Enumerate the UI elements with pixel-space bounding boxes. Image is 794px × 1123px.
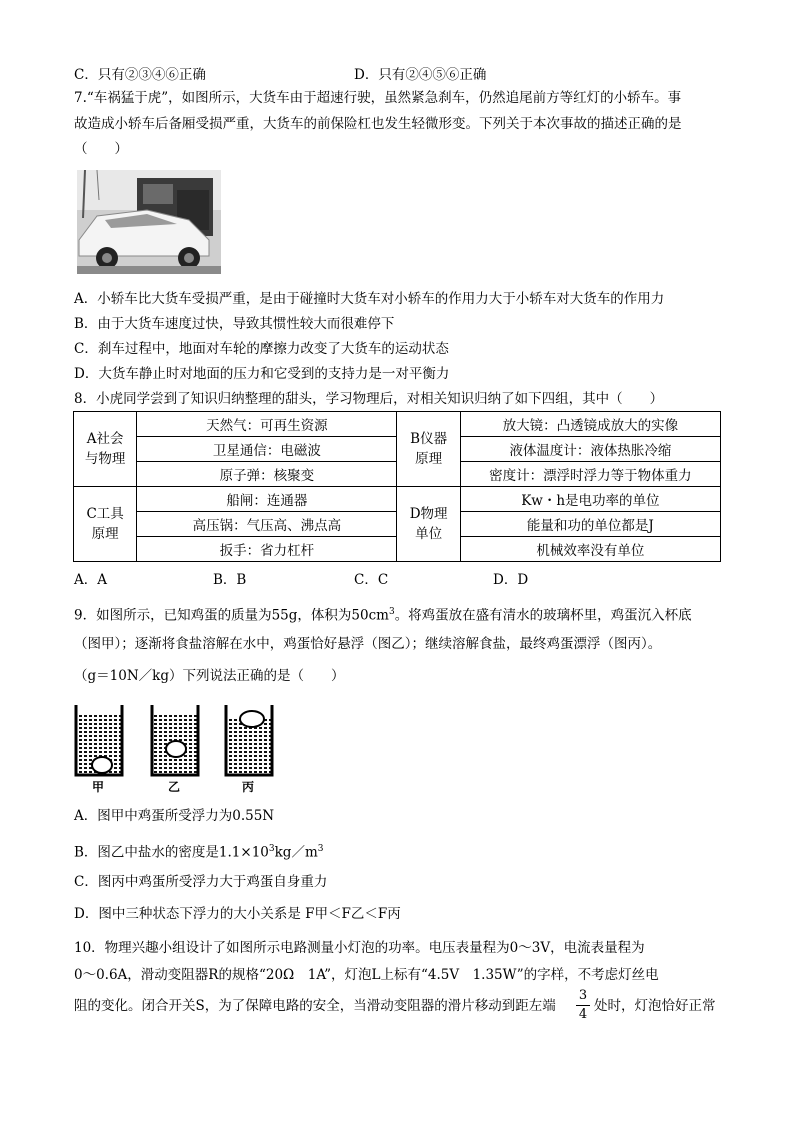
table-cat-a: A社会 与物理 xyxy=(74,412,137,487)
table-cell: 高压锅：气压高、沸点高 xyxy=(137,512,397,537)
table-cell: 扳手：省力杠杆 xyxy=(137,537,397,562)
table-cell: Kw・h是电功率的单位 xyxy=(460,487,720,512)
q7-stem-line2: 故造成小轿车后备厢受损严重，大货车的前保险杠也发生轻微形变。下列关于本次事故的描述正确的是 xyxy=(74,116,682,132)
q10-line3-post: 处时，灯泡恰好正常 xyxy=(594,998,716,1014)
q9-option-b: B．图乙中盐水的密度是$1.1\times 10^3kg/m^3$ xyxy=(74,844,324,861)
q8-option-a: A．A xyxy=(74,572,107,588)
q6-option-c: C．只有②③④⑥正确 xyxy=(74,67,206,83)
q7-stem-line1: 7.“车祸猛于虎”，如图所示，大货车由于超速行驶，虽然紧急刹车，仍然追尾前方等红灯的小轿车。事 xyxy=(74,90,682,106)
q9-option-c: C．图丙中鸡蛋所受浮力大于鸡蛋自身重力 xyxy=(74,874,328,890)
figure-label-yi: 乙 xyxy=(168,780,181,793)
q9-stem-line1: 9．如图所示，已知鸡蛋的质量为55g，体积为$50cm^3$。将鸡蛋放在盛有清水的玻璃杯里，鸡蛋沉入杯底 xyxy=(74,607,692,624)
q10-fraction: 3 4 xyxy=(576,988,590,1023)
q8-stem: 8．小虎同学尝到了知识归纳整理的甜头，学习物理后，对相关知识归纳了如下四组，其中（ ） xyxy=(74,391,664,407)
table-cat-d: D物理 单位 xyxy=(397,487,460,562)
q8-knowledge-table xyxy=(73,411,721,562)
q9-egg-beakers-figure xyxy=(74,703,284,793)
q10-line3-pre: 阻的变化。闭合开关S，为了保障电路的安全，当滑动变阻器的滑片移动到距左端 xyxy=(74,998,556,1014)
q8-option-d: D．D xyxy=(493,572,529,588)
q7-option-d: D．大货车静止时对地面的压力和它受到的支持力是一对平衡力 xyxy=(74,366,450,382)
table-cell: 液体温度计：液体热胀冷缩 xyxy=(460,437,720,462)
q9-stem-line3: （g＝10N／kg）下列说法正确的是（ ） xyxy=(74,668,345,684)
table-cell: 密度计：漂浮时浮力等于物体重力 xyxy=(460,462,720,487)
table-cell: 能量和功的单位都是J xyxy=(460,512,720,537)
q10-line1: 10．物理兴趣小组设计了如图所示电路测量小灯泡的功率。电压表量程为0～3V，电流表量程为 xyxy=(74,940,645,956)
table-cell: 船闸：连通器 xyxy=(137,487,397,512)
figure-label-jia: 甲 xyxy=(92,780,105,793)
q8-option-b: B．B xyxy=(213,572,247,588)
table-cell: 放大镜：凸透镜成放大的实像 xyxy=(460,412,720,437)
q7-option-b: B．由于大货车速度过快，导致其惯性较大而很难停下 xyxy=(74,316,395,332)
table-cat-b: B仪器 原理 xyxy=(397,412,460,487)
q10-line2: 0～0.6A，滑动变阻器R的规格“20Ω 1A”，灯泡L上标有“4.5V 1.35W”的字样，不考虑灯丝电 xyxy=(74,967,659,983)
table-cat-c: C工具 原理 xyxy=(74,487,137,562)
q9-option-d: D．图中三种状态下浮力的大小关系是 F甲＜F乙＜F丙 xyxy=(74,906,401,922)
q7-option-a: A．小轿车比大货车受损严重，是由于碰撞时大货车对小轿车的作用力大于小轿车对大货车的作用力 xyxy=(74,291,665,307)
q7-option-c: C．刹车过程中，地面对车轮的摩擦力改变了大货车的运动状态 xyxy=(74,341,449,357)
table-cell: 机械效率没有单位 xyxy=(460,537,720,562)
q6-option-d: D．只有②④⑤⑥正确 xyxy=(354,67,487,83)
q7-blank: （ ） xyxy=(74,141,128,157)
table-cell: 卫星通信：电磁波 xyxy=(137,437,397,462)
table-cell: 原子弹：核聚变 xyxy=(137,462,397,487)
table-cell: 天然气：可再生资源 xyxy=(137,412,397,437)
q9-stem-line2: （图甲）；逐渐将食盐溶解在水中，鸡蛋恰好悬浮（图乙）；继续溶解食盐，最终鸡蛋漂浮（图丙）。 xyxy=(74,636,662,652)
q8-option-c: C．C xyxy=(354,572,389,588)
q7-accident-photo xyxy=(77,170,221,274)
q9-option-a: A．图甲中鸡蛋所受浮力为0.55N xyxy=(74,808,275,824)
figure-label-bing: 丙 xyxy=(242,780,255,793)
